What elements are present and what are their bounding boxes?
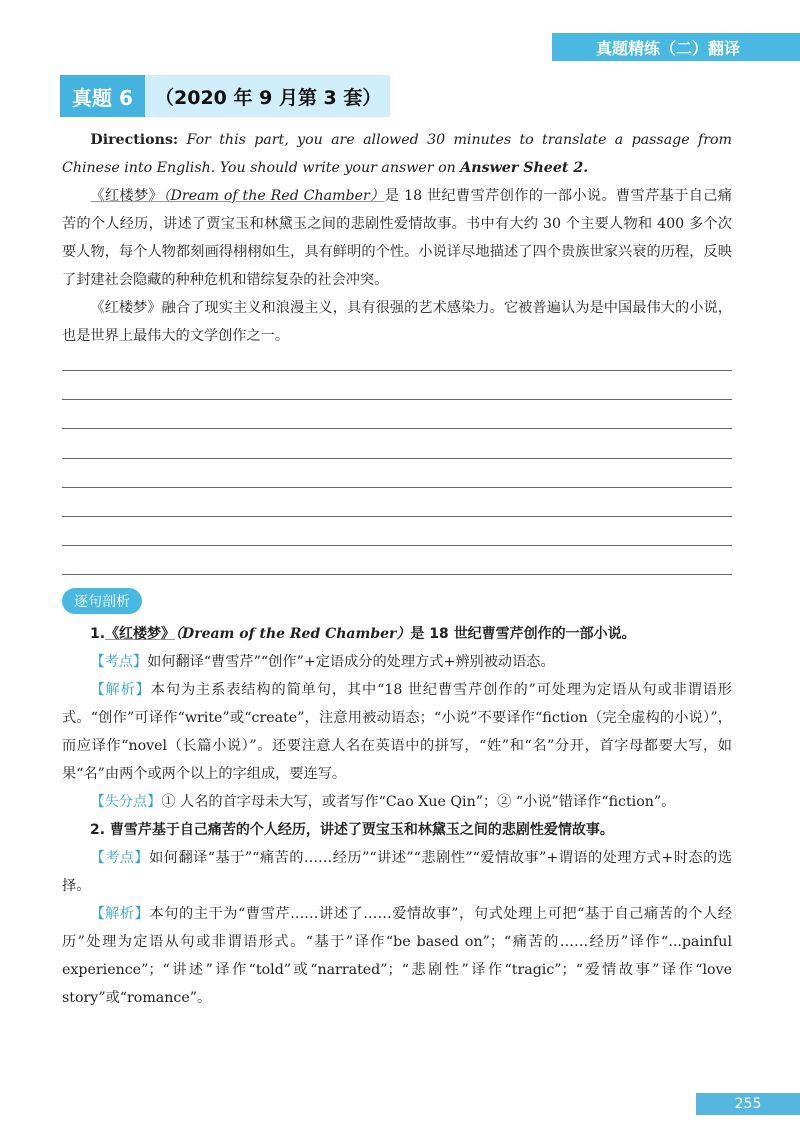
- kaodian-tag: 【考点】: [90, 654, 148, 670]
- jiexi-text: 本句的主干为“曹雪芹……讲述了……爱情故事”，句式处理上可把“基于自己痛苦的个人经历”处理为定语从句或非谓语形式。“基于”译作“be based on”；“痛苦的……经历”译作“...painful experience”；“讲述”译作“told”或“narrated”；“悲剧性”译作“tragic”；“爱情故事”译作“love story”或“romance”。: [62, 906, 732, 1006]
- answer-line: [62, 428, 732, 429]
- book-title: 《红楼梦》: [90, 188, 164, 204]
- sentence-2: 2. 曹雪芹基于自己痛苦的个人经历，讲述了贾宝玉和林黛玉之间的悲剧性爱情故事。: [90, 822, 614, 838]
- answer-line: [62, 370, 732, 371]
- exam-title-bar: [60, 75, 390, 117]
- answer-line: [62, 458, 732, 459]
- sentence-1-jiexi: [62, 676, 732, 788]
- directions-answer-sheet: Answer Sheet 2.: [460, 160, 589, 176]
- exam-badge: 真题 6: [60, 75, 145, 117]
- answer-line: [62, 487, 732, 488]
- sentence-1-book-title: 《红楼梦》: [105, 626, 176, 642]
- sentence-1-number: 1.: [90, 626, 106, 642]
- jiexi-tag: 【解析】: [90, 906, 150, 922]
- book-title-english: （Dream of the Red Chamber）: [163, 188, 385, 204]
- shifen-tag: 【失分点】: [90, 794, 162, 810]
- exam-subtitle: （2020 年 9 月第 3 套）: [155, 86, 382, 109]
- page-number: 255: [696, 1093, 800, 1115]
- sentence-1-text: 是 18 世纪曹雪芹创作的一部小说。: [410, 626, 636, 642]
- sentence-analysis: [62, 620, 732, 1012]
- answer-line: [62, 399, 732, 400]
- kaodian-text: 如何翻译“基于”“痛苦的……经历”“讲述”“悲剧性”“爱情故事”+谓语的处理方式+时态的选择。: [62, 850, 732, 894]
- directions: [62, 126, 732, 182]
- answer-area[interactable]: [62, 370, 732, 604]
- sentence-1-english: （Dream of the Red Chamber）: [175, 626, 411, 642]
- answer-line: [62, 516, 732, 517]
- kaodian-tag: 【考点】: [90, 850, 150, 866]
- answer-line: [62, 574, 732, 575]
- passage-paragraph-1-text: 是 18 世纪曹雪芹创作的一部小说。曹雪芹基于自己痛苦的个人经历，讲述了贾宝玉和林黛玉之间的悲剧性爱情故事。书中有大约 30 个主要人物和 400 多个次要人物，每个人物都刻画得栩栩如生，具有鲜明的个性。小说详尽地描述了四个贵族世家兴衰的历程，反映了封建社会隐藏的种种危机和错综复杂的社会冲突。: [62, 188, 732, 288]
- sentence-2-kaodian: [62, 844, 732, 900]
- shifen-text: ① 人名的首字母未大写，或者写作“Cao Xue Qin”；② “小说”错译作“fiction”。: [161, 794, 676, 810]
- sentence-2-jiexi: [62, 900, 732, 1012]
- section-header-tab: [552, 33, 800, 61]
- kaodian-text: 如何翻译“曹雪芹”“创作”+定语成分的处理方式+辨别被动语态。: [147, 654, 555, 670]
- chinese-passage: [62, 182, 732, 350]
- answer-line: [62, 545, 732, 546]
- directions-text: For this part, you are allowed 30 minutes to translate a passage from Chinese into English. You should write your answer on: [62, 132, 732, 176]
- directions-label: Directions:: [90, 132, 179, 148]
- jiexi-tag: 【解析】: [90, 682, 151, 698]
- sentence-1-kaodian: [62, 648, 732, 676]
- sentence-1-shifen: [62, 788, 732, 816]
- passage-paragraph-1: [62, 182, 732, 294]
- section-header-label: 真题精练（二）翻译: [596, 38, 741, 58]
- jiexi-text: 本句为主系表结构的简单句，其中“18 世纪曹雪芹创作的”可处理为定语从句或非谓语形式。“创作”可译作“write”或“create”，注意用被动语态；“小说”不要译作“fiction（完全虚构的小说）”，而应译作“novel（长篇小说）”。还要注意人名在英语中的拼写，“姓”和“名”分开，首字母都要大写，如果“名”由两个或两个以上的字组成，要连写。: [62, 682, 732, 782]
- passage-paragraph-2: 《红楼梦》融合了现实主义和浪漫主义，具有很强的艺术感染力。它被普遍认为是中国最伟大的小说，也是世界上最伟大的文学创作之一。: [62, 300, 732, 344]
- analysis-badge: 逐句剖析: [62, 588, 142, 614]
- sentence-1: [62, 620, 732, 648]
